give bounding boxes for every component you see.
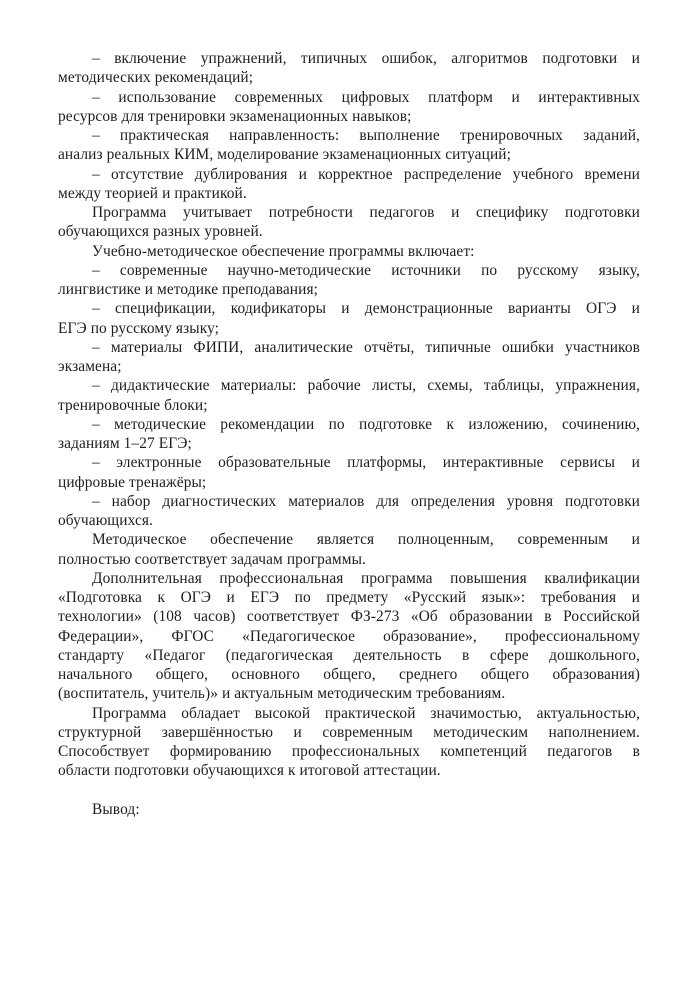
body-paragraph — [58, 203, 640, 242]
text-line: методических рекомендаций; — [58, 69, 254, 87]
text-line: начального общего, основного общего, среднего общего образования) — [58, 666, 640, 683]
text-line: Методическое обеспечение является полноценным, современным и — [92, 531, 640, 549]
list-item-paragraph — [58, 415, 640, 454]
text-line: между теорией и практикой. — [58, 184, 247, 202]
text-line: – использование современных цифровых платформ и интерактивных — [92, 88, 640, 106]
text-line: ресурсов для тренировки экзаменационных навыков; — [58, 107, 412, 125]
body-paragraph — [58, 530, 640, 569]
list-item-paragraph — [58, 88, 640, 127]
text-line: «Подготовка к ОГЭ и ЕГЭ по предмету «Русский язык»: требования и — [58, 589, 640, 606]
text-line: – электронные образовательные платформы, интерактивные сервисы и — [92, 454, 640, 472]
text-line: обучающихся разных уровней. — [58, 223, 263, 241]
list-item-paragraph — [58, 376, 640, 415]
text-line: – методические рекомендации по подготовке к изложению, сочинению, — [92, 415, 640, 433]
list-item-paragraph — [58, 338, 640, 377]
text-line: Дополнительная профессиональная программа повышения квалификации — [92, 569, 640, 587]
text-line: анализ реальных КИМ, моделирование экзаменационных ситуаций; — [58, 146, 511, 164]
text-line: обучающихся. — [58, 512, 154, 529]
text-line: – дидактические материалы: рабочие листы, схемы, таблицы, упражнения, — [92, 377, 640, 395]
list-item-paragraph — [58, 165, 640, 204]
list-item-paragraph — [58, 299, 640, 338]
conclusion-label: Вывод: — [92, 800, 140, 818]
text-line: лингвистике и методике преподавания; — [58, 281, 319, 298]
body-paragraph — [58, 242, 640, 261]
list-item-paragraph — [58, 453, 640, 492]
text-line: тренировочные блоки; — [58, 396, 208, 414]
list-item-paragraph — [58, 49, 640, 88]
text-line: заданиям 1–27 ЕГЭ; — [58, 435, 192, 452]
text-line: – спецификации, кодификаторы и демонстрационные варианты ОГЭ и — [92, 300, 640, 318]
text-line: ЕГЭ по русскому языку; — [58, 319, 220, 337]
text-line: цифровые тренажёры; — [58, 473, 207, 491]
body-paragraph — [58, 569, 640, 704]
text-line: экзамена; — [58, 358, 122, 375]
text-line: – практическая направленность: выполнение тренировочных заданий, — [92, 127, 640, 144]
document-text — [58, 49, 640, 819]
text-line: – материалы ФИПИ, аналитические отчёты, типичные ошибки участников — [92, 338, 640, 356]
paragraph-container — [58, 49, 640, 781]
text-line: (воспитатель, учитель)» и актуальным методическим требованиям. — [58, 685, 506, 703]
text-line: Учебно-методическое обеспечение программы включает: — [92, 242, 475, 260]
text-line: – современные научно-методические источники по русскому языку, — [92, 261, 640, 279]
text-line: – включение упражнений, типичных ошибок, алгоритмов подготовки и — [92, 50, 640, 67]
text-line: области подготовки обучающихся к итоговой аттестации. — [58, 762, 441, 780]
list-item-paragraph — [58, 492, 640, 531]
text-line: технологии» (108 часов) соответствует ФЗ-273 «Об образовании в Российской — [58, 608, 640, 626]
text-line: Программа учитывает потребности педагогов и специфику подготовки — [92, 204, 640, 221]
text-line: – набор диагностических материалов для определения уровня подготовки — [92, 492, 640, 510]
text-line: Способствует формированию профессиональных компетенций педагогов в — [58, 743, 640, 760]
text-line: Федерации», ФГОС «Педагогическое образование», профессиональному — [58, 627, 640, 645]
text-line: структурной завершённостью и современным методическим наполнением. — [58, 723, 640, 741]
text-line: Программа обладает высокой практической значимостью, актуальностью, — [92, 704, 640, 722]
list-item-paragraph — [58, 126, 640, 165]
list-item-paragraph — [58, 261, 640, 300]
text-line: стандарту «Педагог (педагогическая деятельность в сфере дошкольного, — [58, 646, 640, 664]
body-paragraph — [58, 704, 640, 781]
text-line: – отсутствие дублирования и корректное распределение учебного времени — [92, 165, 640, 183]
text-line: полностью соответствует задачам программы. — [58, 550, 366, 568]
